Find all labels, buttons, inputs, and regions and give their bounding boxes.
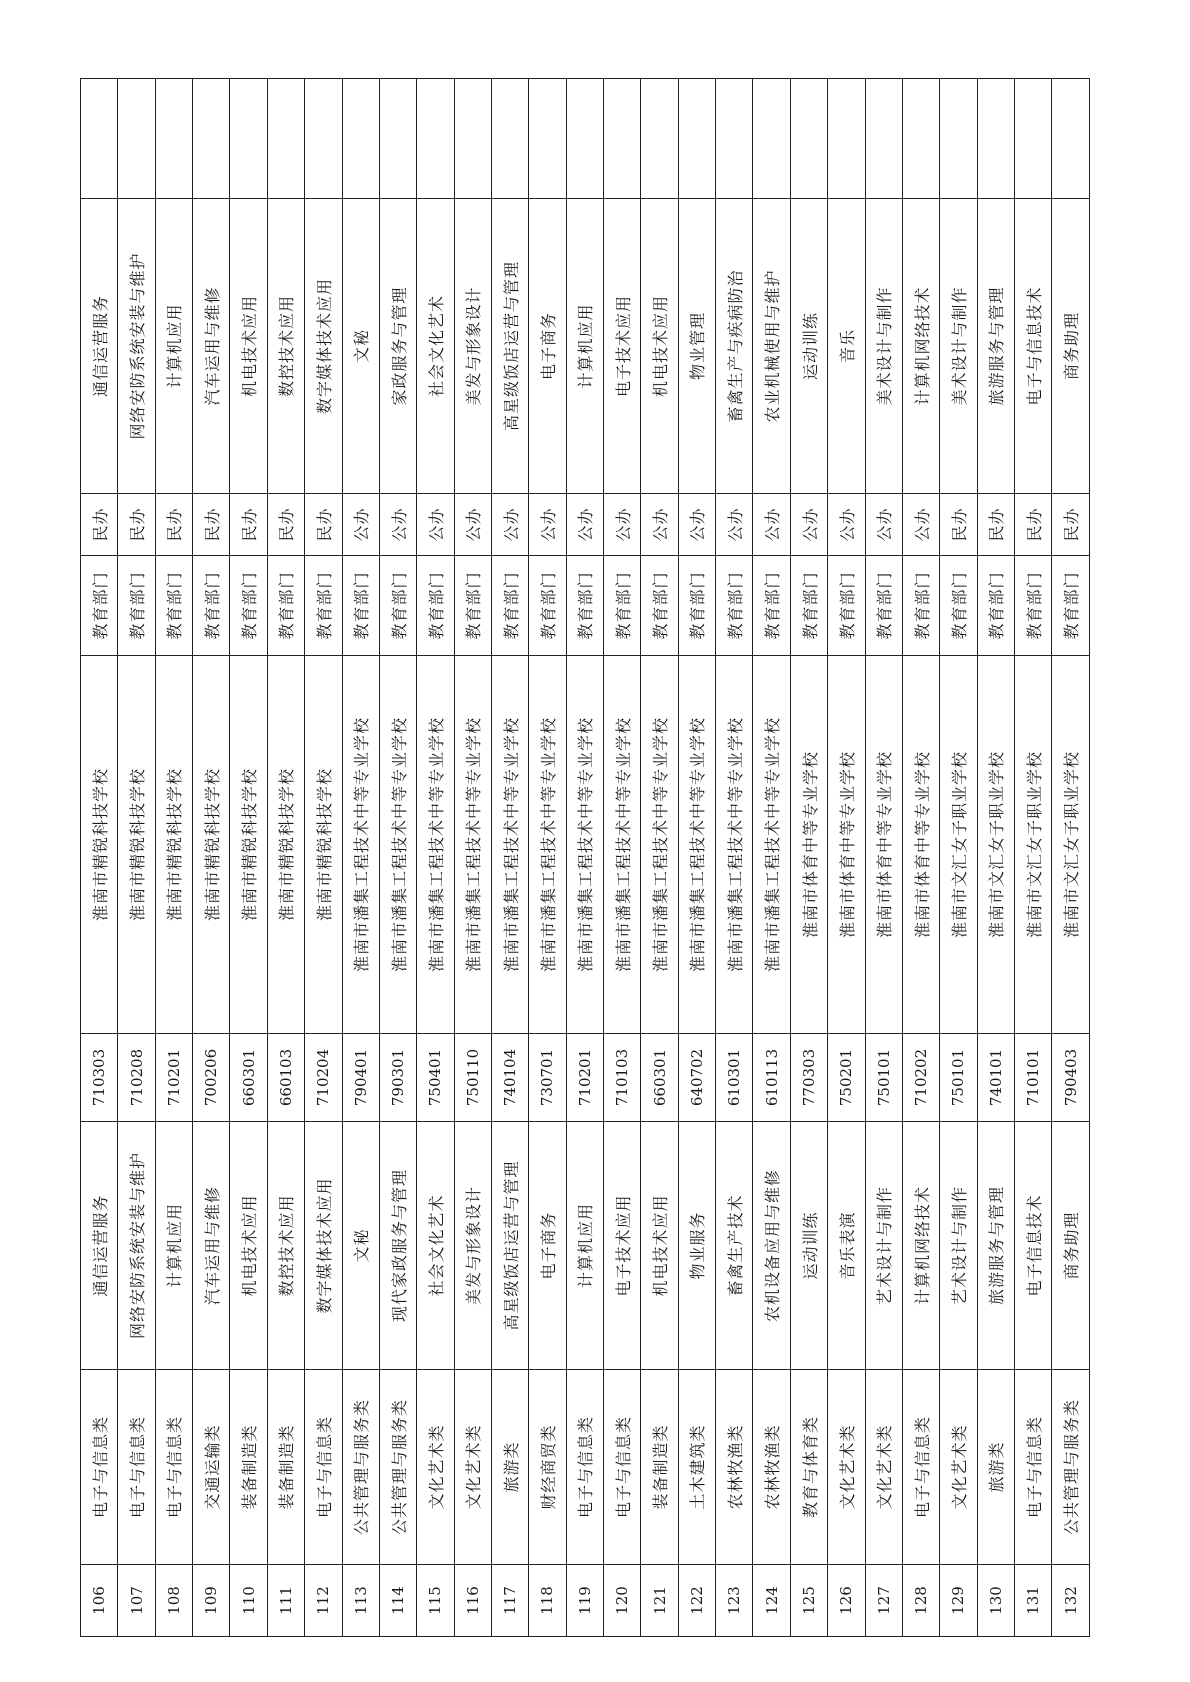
dept-cell: 教育部门 xyxy=(790,556,827,656)
category-cell: 电子与信息类 xyxy=(118,1370,155,1565)
school-cell: 淮南市精锐科技学校 xyxy=(118,656,155,1034)
school-cell: 淮南市文汇女子职业学校 xyxy=(1014,656,1051,1034)
major2-cell: 通信运营服务 xyxy=(81,199,118,494)
dept-cell: 教育部门 xyxy=(342,556,379,656)
seq-cell: 127 xyxy=(865,1565,902,1637)
school-cell: 淮南市潘集工程技术中等专业学校 xyxy=(491,656,528,1034)
major-cell: 计算机应用 xyxy=(155,1122,192,1370)
blank-cell xyxy=(641,79,678,199)
type-cell: 民办 xyxy=(940,494,977,556)
dept-cell: 教育部门 xyxy=(155,556,192,656)
major2-cell: 物业管理 xyxy=(678,199,715,494)
code-cell: 710201 xyxy=(155,1034,192,1122)
table-row xyxy=(230,79,267,1637)
school-cell: 淮南市潘集工程技术中等专业学校 xyxy=(342,656,379,1034)
table-row xyxy=(828,79,865,1637)
code-cell: 610113 xyxy=(753,1034,790,1122)
blank-cell xyxy=(977,79,1014,199)
blank-cell xyxy=(790,79,827,199)
school-cell: 淮南市潘集工程技术中等专业学校 xyxy=(379,656,416,1034)
seq-cell: 128 xyxy=(902,1565,939,1637)
seq-cell: 112 xyxy=(305,1565,342,1637)
category-cell: 电子与信息类 xyxy=(305,1370,342,1565)
major2-cell: 计算机应用 xyxy=(566,199,603,494)
category-cell: 文化艺术类 xyxy=(865,1370,902,1565)
major2-cell: 机电技术应用 xyxy=(230,199,267,494)
table-row xyxy=(267,79,304,1637)
blank-cell xyxy=(342,79,379,199)
major-cell: 音乐表演 xyxy=(828,1122,865,1370)
category-cell: 农林牧渔类 xyxy=(753,1370,790,1565)
table-row xyxy=(940,79,977,1637)
major-cell: 机电技术应用 xyxy=(230,1122,267,1370)
code-cell: 610301 xyxy=(716,1034,753,1122)
dept-cell: 教育部门 xyxy=(305,556,342,656)
blank-cell xyxy=(305,79,342,199)
seq-cell: 120 xyxy=(604,1565,641,1637)
table-row xyxy=(716,79,753,1637)
major-cell: 通信运营服务 xyxy=(81,1122,118,1370)
major2-cell: 社会文化艺术 xyxy=(417,199,454,494)
school-cell: 淮南市潘集工程技术中等专业学校 xyxy=(604,656,641,1034)
major-cell: 电子技术应用 xyxy=(604,1122,641,1370)
blank-cell xyxy=(940,79,977,199)
seq-cell: 117 xyxy=(491,1565,528,1637)
major-cell: 畜禽生产技术 xyxy=(716,1122,753,1370)
seq-cell: 110 xyxy=(230,1565,267,1637)
dept-cell: 教育部门 xyxy=(865,556,902,656)
dept-cell: 教育部门 xyxy=(454,556,491,656)
table-row xyxy=(753,79,790,1637)
dept-cell: 教育部门 xyxy=(1052,556,1090,656)
table-row xyxy=(865,79,902,1637)
table-row xyxy=(193,79,230,1637)
seq-cell: 130 xyxy=(977,1565,1014,1637)
major-cell: 网络安防系统安装与维护 xyxy=(118,1122,155,1370)
major2-cell: 畜禽生产与疾病防治 xyxy=(716,199,753,494)
type-cell: 公办 xyxy=(902,494,939,556)
category-cell: 农林牧渔类 xyxy=(716,1370,753,1565)
seq-cell: 118 xyxy=(529,1565,566,1637)
seq-cell: 129 xyxy=(940,1565,977,1637)
major2-cell: 汽车运用与维修 xyxy=(193,199,230,494)
major-cell: 机电技术应用 xyxy=(641,1122,678,1370)
major2-cell: 音乐 xyxy=(828,199,865,494)
type-cell: 公办 xyxy=(678,494,715,556)
blank-cell xyxy=(604,79,641,199)
blank-cell xyxy=(81,79,118,199)
type-cell: 公办 xyxy=(417,494,454,556)
major2-cell: 网络安防系统安装与维护 xyxy=(118,199,155,494)
major-cell: 汽车运用与维修 xyxy=(193,1122,230,1370)
code-cell: 750101 xyxy=(940,1034,977,1122)
type-cell: 公办 xyxy=(454,494,491,556)
dept-cell: 教育部门 xyxy=(902,556,939,656)
code-cell: 730701 xyxy=(529,1034,566,1122)
blank-cell xyxy=(193,79,230,199)
category-cell: 文化艺术类 xyxy=(940,1370,977,1565)
major2-cell: 美术设计与制作 xyxy=(940,199,977,494)
major2-cell: 高星级饭店运营与管理 xyxy=(491,199,528,494)
school-cell: 淮南市潘集工程技术中等专业学校 xyxy=(716,656,753,1034)
school-cell: 淮南市精锐科技学校 xyxy=(305,656,342,1034)
seq-cell: 115 xyxy=(417,1565,454,1637)
type-cell: 民办 xyxy=(155,494,192,556)
school-cell: 淮南市潘集工程技术中等专业学校 xyxy=(529,656,566,1034)
dept-cell: 教育部门 xyxy=(81,556,118,656)
major2-cell: 电子商务 xyxy=(529,199,566,494)
blank-cell xyxy=(678,79,715,199)
code-cell: 710103 xyxy=(604,1034,641,1122)
category-cell: 电子与信息类 xyxy=(902,1370,939,1565)
type-cell: 公办 xyxy=(641,494,678,556)
type-cell: 公办 xyxy=(865,494,902,556)
dept-cell: 教育部门 xyxy=(118,556,155,656)
code-cell: 750101 xyxy=(865,1034,902,1122)
major-cell: 旅游服务与管理 xyxy=(977,1122,1014,1370)
major2-cell: 电子技术应用 xyxy=(604,199,641,494)
code-cell: 710303 xyxy=(81,1034,118,1122)
major-cell: 数控技术应用 xyxy=(267,1122,304,1370)
major-cell: 艺术设计与制作 xyxy=(865,1122,902,1370)
school-cell: 淮南市精锐科技学校 xyxy=(230,656,267,1034)
seq-cell: 132 xyxy=(1052,1565,1090,1637)
table-row xyxy=(379,79,416,1637)
type-cell: 公办 xyxy=(529,494,566,556)
table-body xyxy=(81,79,1090,1637)
code-cell: 750201 xyxy=(828,1034,865,1122)
seq-cell: 119 xyxy=(566,1565,603,1637)
major-cell: 物业服务 xyxy=(678,1122,715,1370)
code-cell: 740101 xyxy=(977,1034,1014,1122)
seq-cell: 124 xyxy=(753,1565,790,1637)
table-row xyxy=(491,79,528,1637)
category-cell: 装备制造类 xyxy=(641,1370,678,1565)
school-cell: 淮南市体育中等专业学校 xyxy=(865,656,902,1034)
seq-cell: 131 xyxy=(1014,1565,1051,1637)
major-cell: 高星级饭店运营与管理 xyxy=(491,1122,528,1370)
table-row xyxy=(1014,79,1051,1637)
blank-cell xyxy=(267,79,304,199)
seq-cell: 108 xyxy=(155,1565,192,1637)
school-cell: 淮南市潘集工程技术中等专业学校 xyxy=(417,656,454,1034)
school-cell: 淮南市潘集工程技术中等专业学校 xyxy=(641,656,678,1034)
category-cell: 文化艺术类 xyxy=(828,1370,865,1565)
table-row xyxy=(454,79,491,1637)
type-cell: 公办 xyxy=(491,494,528,556)
school-cell: 淮南市精锐科技学校 xyxy=(155,656,192,1034)
blank-cell xyxy=(491,79,528,199)
school-cell: 淮南市潘集工程技术中等专业学校 xyxy=(566,656,603,1034)
table-row xyxy=(641,79,678,1637)
major-cell: 计算机应用 xyxy=(566,1122,603,1370)
table-row xyxy=(604,79,641,1637)
type-cell: 民办 xyxy=(118,494,155,556)
major-cell: 农机设备应用与维修 xyxy=(753,1122,790,1370)
school-cell: 淮南市潘集工程技术中等专业学校 xyxy=(454,656,491,1034)
dept-cell: 教育部门 xyxy=(529,556,566,656)
code-cell: 750110 xyxy=(454,1034,491,1122)
dept-cell: 教育部门 xyxy=(604,556,641,656)
type-cell: 民办 xyxy=(1052,494,1090,556)
seq-cell: 114 xyxy=(379,1565,416,1637)
blank-cell xyxy=(529,79,566,199)
school-cell: 淮南市体育中等专业学校 xyxy=(790,656,827,1034)
category-cell: 公共管理与服务类 xyxy=(379,1370,416,1565)
blank-cell xyxy=(1014,79,1051,199)
type-cell: 民办 xyxy=(230,494,267,556)
dept-cell: 教育部门 xyxy=(1014,556,1051,656)
category-cell: 公共管理与服务类 xyxy=(342,1370,379,1565)
code-cell: 660301 xyxy=(641,1034,678,1122)
blank-cell xyxy=(566,79,603,199)
major2-cell: 数控技术应用 xyxy=(267,199,304,494)
dept-cell: 教育部门 xyxy=(267,556,304,656)
code-cell: 660103 xyxy=(267,1034,304,1122)
major-cell: 文秘 xyxy=(342,1122,379,1370)
major2-cell: 计算机网络技术 xyxy=(902,199,939,494)
dept-cell: 教育部门 xyxy=(641,556,678,656)
table-row xyxy=(81,79,118,1637)
code-cell: 790301 xyxy=(379,1034,416,1122)
code-cell: 710101 xyxy=(1014,1034,1051,1122)
seq-cell: 109 xyxy=(193,1565,230,1637)
table-row xyxy=(790,79,827,1637)
school-cell: 淮南市精锐科技学校 xyxy=(267,656,304,1034)
dept-cell: 教育部门 xyxy=(417,556,454,656)
major2-cell: 商务助理 xyxy=(1052,199,1090,494)
dept-cell: 教育部门 xyxy=(566,556,603,656)
school-cell: 淮南市精锐科技学校 xyxy=(81,656,118,1034)
category-cell: 电子与信息类 xyxy=(1014,1370,1051,1565)
school-cell: 淮南市体育中等专业学校 xyxy=(828,656,865,1034)
seq-cell: 111 xyxy=(267,1565,304,1637)
table-row xyxy=(566,79,603,1637)
category-cell: 电子与信息类 xyxy=(604,1370,641,1565)
blank-cell xyxy=(828,79,865,199)
table-row xyxy=(417,79,454,1637)
type-cell: 民办 xyxy=(267,494,304,556)
type-cell: 民办 xyxy=(305,494,342,556)
type-cell: 公办 xyxy=(379,494,416,556)
school-cell: 淮南市文汇女子职业学校 xyxy=(940,656,977,1034)
dept-cell: 教育部门 xyxy=(193,556,230,656)
school-cell: 淮南市潘集工程技术中等专业学校 xyxy=(753,656,790,1034)
category-cell: 土木建筑类 xyxy=(678,1370,715,1565)
table-row xyxy=(529,79,566,1637)
school-major-table xyxy=(80,78,1090,1637)
school-cell: 淮南市文汇女子职业学校 xyxy=(977,656,1014,1034)
blank-cell xyxy=(865,79,902,199)
dept-cell: 教育部门 xyxy=(230,556,267,656)
major2-cell: 数字媒体技术应用 xyxy=(305,199,342,494)
type-cell: 民办 xyxy=(977,494,1014,556)
major2-cell: 农业机械使用与维护 xyxy=(753,199,790,494)
major-cell: 电子信息技术 xyxy=(1014,1122,1051,1370)
seq-cell: 123 xyxy=(716,1565,753,1637)
category-cell: 装备制造类 xyxy=(267,1370,304,1565)
category-cell: 电子与信息类 xyxy=(566,1370,603,1565)
code-cell: 710204 xyxy=(305,1034,342,1122)
seq-cell: 125 xyxy=(790,1565,827,1637)
category-cell: 公共管理与服务类 xyxy=(1052,1370,1090,1565)
dept-cell: 教育部门 xyxy=(379,556,416,656)
dept-cell: 教育部门 xyxy=(491,556,528,656)
code-cell: 740104 xyxy=(491,1034,528,1122)
type-cell: 公办 xyxy=(790,494,827,556)
blank-cell xyxy=(716,79,753,199)
major2-cell: 机电技术应用 xyxy=(641,199,678,494)
seq-cell: 106 xyxy=(81,1565,118,1637)
dept-cell: 教育部门 xyxy=(977,556,1014,656)
major2-cell: 文秘 xyxy=(342,199,379,494)
major2-cell: 旅游服务与管理 xyxy=(977,199,1014,494)
seq-cell: 107 xyxy=(118,1565,155,1637)
major-cell: 运动训练 xyxy=(790,1122,827,1370)
table-row xyxy=(678,79,715,1637)
type-cell: 民办 xyxy=(1014,494,1051,556)
category-cell: 电子与信息类 xyxy=(81,1370,118,1565)
major-cell: 现代家政服务与管理 xyxy=(379,1122,416,1370)
table-row xyxy=(342,79,379,1637)
category-cell: 装备制造类 xyxy=(230,1370,267,1565)
code-cell: 700206 xyxy=(193,1034,230,1122)
blank-cell xyxy=(1052,79,1090,199)
blank-cell xyxy=(155,79,192,199)
seq-cell: 122 xyxy=(678,1565,715,1637)
school-cell: 淮南市精锐科技学校 xyxy=(193,656,230,1034)
code-cell: 710202 xyxy=(902,1034,939,1122)
major2-cell: 美术设计与制作 xyxy=(865,199,902,494)
table-row xyxy=(1052,79,1090,1637)
type-cell: 公办 xyxy=(604,494,641,556)
table-row xyxy=(305,79,342,1637)
dept-cell: 教育部门 xyxy=(940,556,977,656)
blank-cell xyxy=(118,79,155,199)
code-cell: 660301 xyxy=(230,1034,267,1122)
table-row xyxy=(902,79,939,1637)
category-cell: 财经商贸类 xyxy=(529,1370,566,1565)
rotated-table-page xyxy=(80,79,1090,1637)
school-cell: 淮南市体育中等专业学校 xyxy=(902,656,939,1034)
dept-cell: 教育部门 xyxy=(828,556,865,656)
major2-cell: 美发与形象设计 xyxy=(454,199,491,494)
category-cell: 旅游类 xyxy=(977,1370,1014,1565)
blank-cell xyxy=(379,79,416,199)
dept-cell: 教育部门 xyxy=(716,556,753,656)
major2-cell: 家政服务与管理 xyxy=(379,199,416,494)
seq-cell: 121 xyxy=(641,1565,678,1637)
category-cell: 交通运输类 xyxy=(193,1370,230,1565)
major-cell: 商务助理 xyxy=(1052,1122,1090,1370)
type-cell: 民办 xyxy=(81,494,118,556)
type-cell: 公办 xyxy=(342,494,379,556)
code-cell: 790401 xyxy=(342,1034,379,1122)
dept-cell: 教育部门 xyxy=(753,556,790,656)
type-cell: 公办 xyxy=(566,494,603,556)
category-cell: 教育与体育类 xyxy=(790,1370,827,1565)
major-cell: 数字媒体技术应用 xyxy=(305,1122,342,1370)
category-cell: 电子与信息类 xyxy=(155,1370,192,1565)
table-row xyxy=(155,79,192,1637)
major-cell: 美发与形象设计 xyxy=(454,1122,491,1370)
major-cell: 电子商务 xyxy=(529,1122,566,1370)
table-row xyxy=(977,79,1014,1637)
major-cell: 社会文化艺术 xyxy=(417,1122,454,1370)
major2-cell: 计算机应用 xyxy=(155,199,192,494)
blank-cell xyxy=(753,79,790,199)
blank-cell xyxy=(902,79,939,199)
seq-cell: 116 xyxy=(454,1565,491,1637)
category-cell: 文化艺术类 xyxy=(454,1370,491,1565)
code-cell: 750401 xyxy=(417,1034,454,1122)
code-cell: 710208 xyxy=(118,1034,155,1122)
type-cell: 公办 xyxy=(716,494,753,556)
blank-cell xyxy=(417,79,454,199)
code-cell: 640702 xyxy=(678,1034,715,1122)
major2-cell: 电子与信息技术 xyxy=(1014,199,1051,494)
seq-cell: 113 xyxy=(342,1565,379,1637)
type-cell: 公办 xyxy=(753,494,790,556)
code-cell: 790403 xyxy=(1052,1034,1090,1122)
school-cell: 淮南市潘集工程技术中等专业学校 xyxy=(678,656,715,1034)
type-cell: 民办 xyxy=(193,494,230,556)
code-cell: 710201 xyxy=(566,1034,603,1122)
table-row xyxy=(118,79,155,1637)
major-cell: 艺术设计与制作 xyxy=(940,1122,977,1370)
school-cell: 淮南市文汇女子职业学校 xyxy=(1052,656,1090,1034)
category-cell: 文化艺术类 xyxy=(417,1370,454,1565)
dept-cell: 教育部门 xyxy=(678,556,715,656)
major2-cell: 运动训练 xyxy=(790,199,827,494)
seq-cell: 126 xyxy=(828,1565,865,1637)
type-cell: 公办 xyxy=(828,494,865,556)
blank-cell xyxy=(454,79,491,199)
major-cell: 计算机网络技术 xyxy=(902,1122,939,1370)
blank-cell xyxy=(230,79,267,199)
category-cell: 旅游类 xyxy=(491,1370,528,1565)
code-cell: 770303 xyxy=(790,1034,827,1122)
